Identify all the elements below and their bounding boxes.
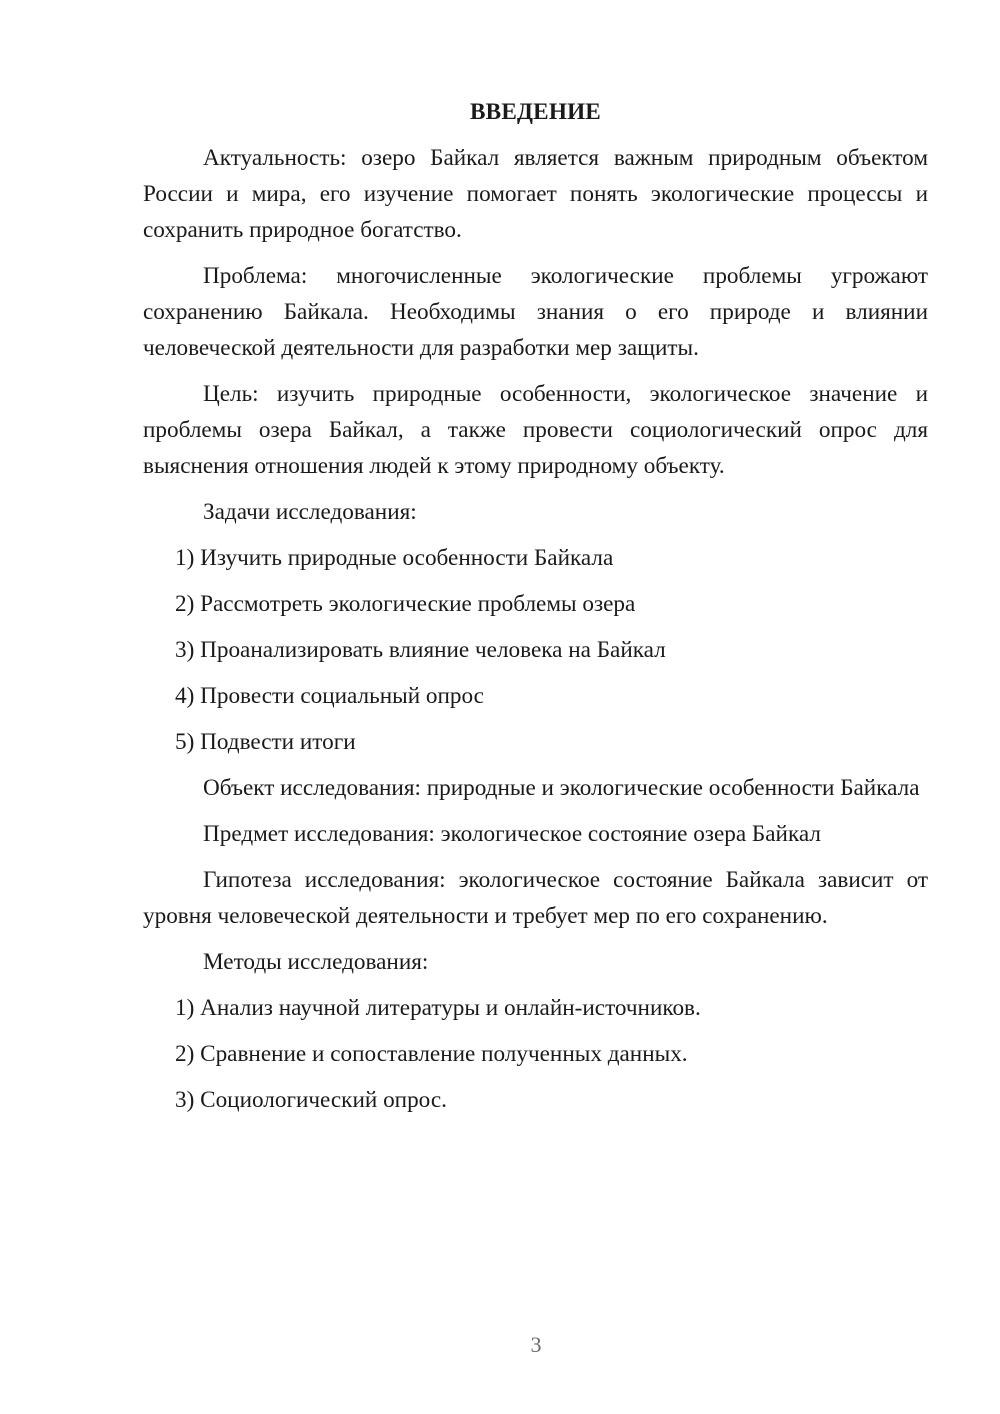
list-item: 1) Изучить природные особенности Байкала [175, 545, 614, 571]
list-item: 5) Подвести итоги [175, 729, 356, 755]
page-content [143, 94, 928, 1128]
object-paragraph: Объект исследования: природные и экологические особенности Байкала [203, 775, 920, 801]
problem-paragraph: Проблема: многочисленные экологические проблемы угрожают сохранению Байкала. Необходимы знания о его природе и влиянии человеческой деятельности для разработки мер защиты. [143, 263, 928, 361]
section-title: ВВЕДЕНИЕ [470, 99, 601, 125]
list-item: 3) Социологический опрос. [175, 1087, 447, 1113]
methods-list [143, 990, 928, 1118]
tasks-list [143, 540, 928, 760]
hypothesis-paragraph: Гипотеза исследования: экологическое состояние Байкала зависит от уровня человеческой деятельности и требует мер по его сохранению. [143, 867, 928, 929]
subject-paragraph: Предмет исследования: экологическое состояние озера Байкал [203, 821, 821, 847]
goal-paragraph: Цель: изучить природные особенности, экологическое значение и проблемы озера Байкал, а также провести социологический опрос для выяснения отношения людей к этому природному объекту. [143, 381, 928, 479]
list-item: 2) Рассмотреть экологические проблемы озера [175, 591, 636, 617]
list-item: 4) Провести социальный опрос [175, 683, 484, 709]
list-item: 2) Сравнение и сопоставление полученных данных. [175, 1041, 688, 1067]
list-item: 1) Анализ научной литературы и онлайн-источников. [175, 995, 701, 1021]
methods-heading: Методы исследования: [203, 949, 429, 975]
page-number: 3 [530, 1332, 542, 1357]
tasks-heading: Задачи исследования: [203, 499, 417, 525]
list-item: 3) Проанализировать влияние человека на Байкал [175, 637, 666, 663]
relevance-paragraph: Актуальность: озеро Байкал является важным природным объектом России и мира, его изучение помогает понять экологические процессы и сохранить природное богатство. [143, 145, 928, 243]
